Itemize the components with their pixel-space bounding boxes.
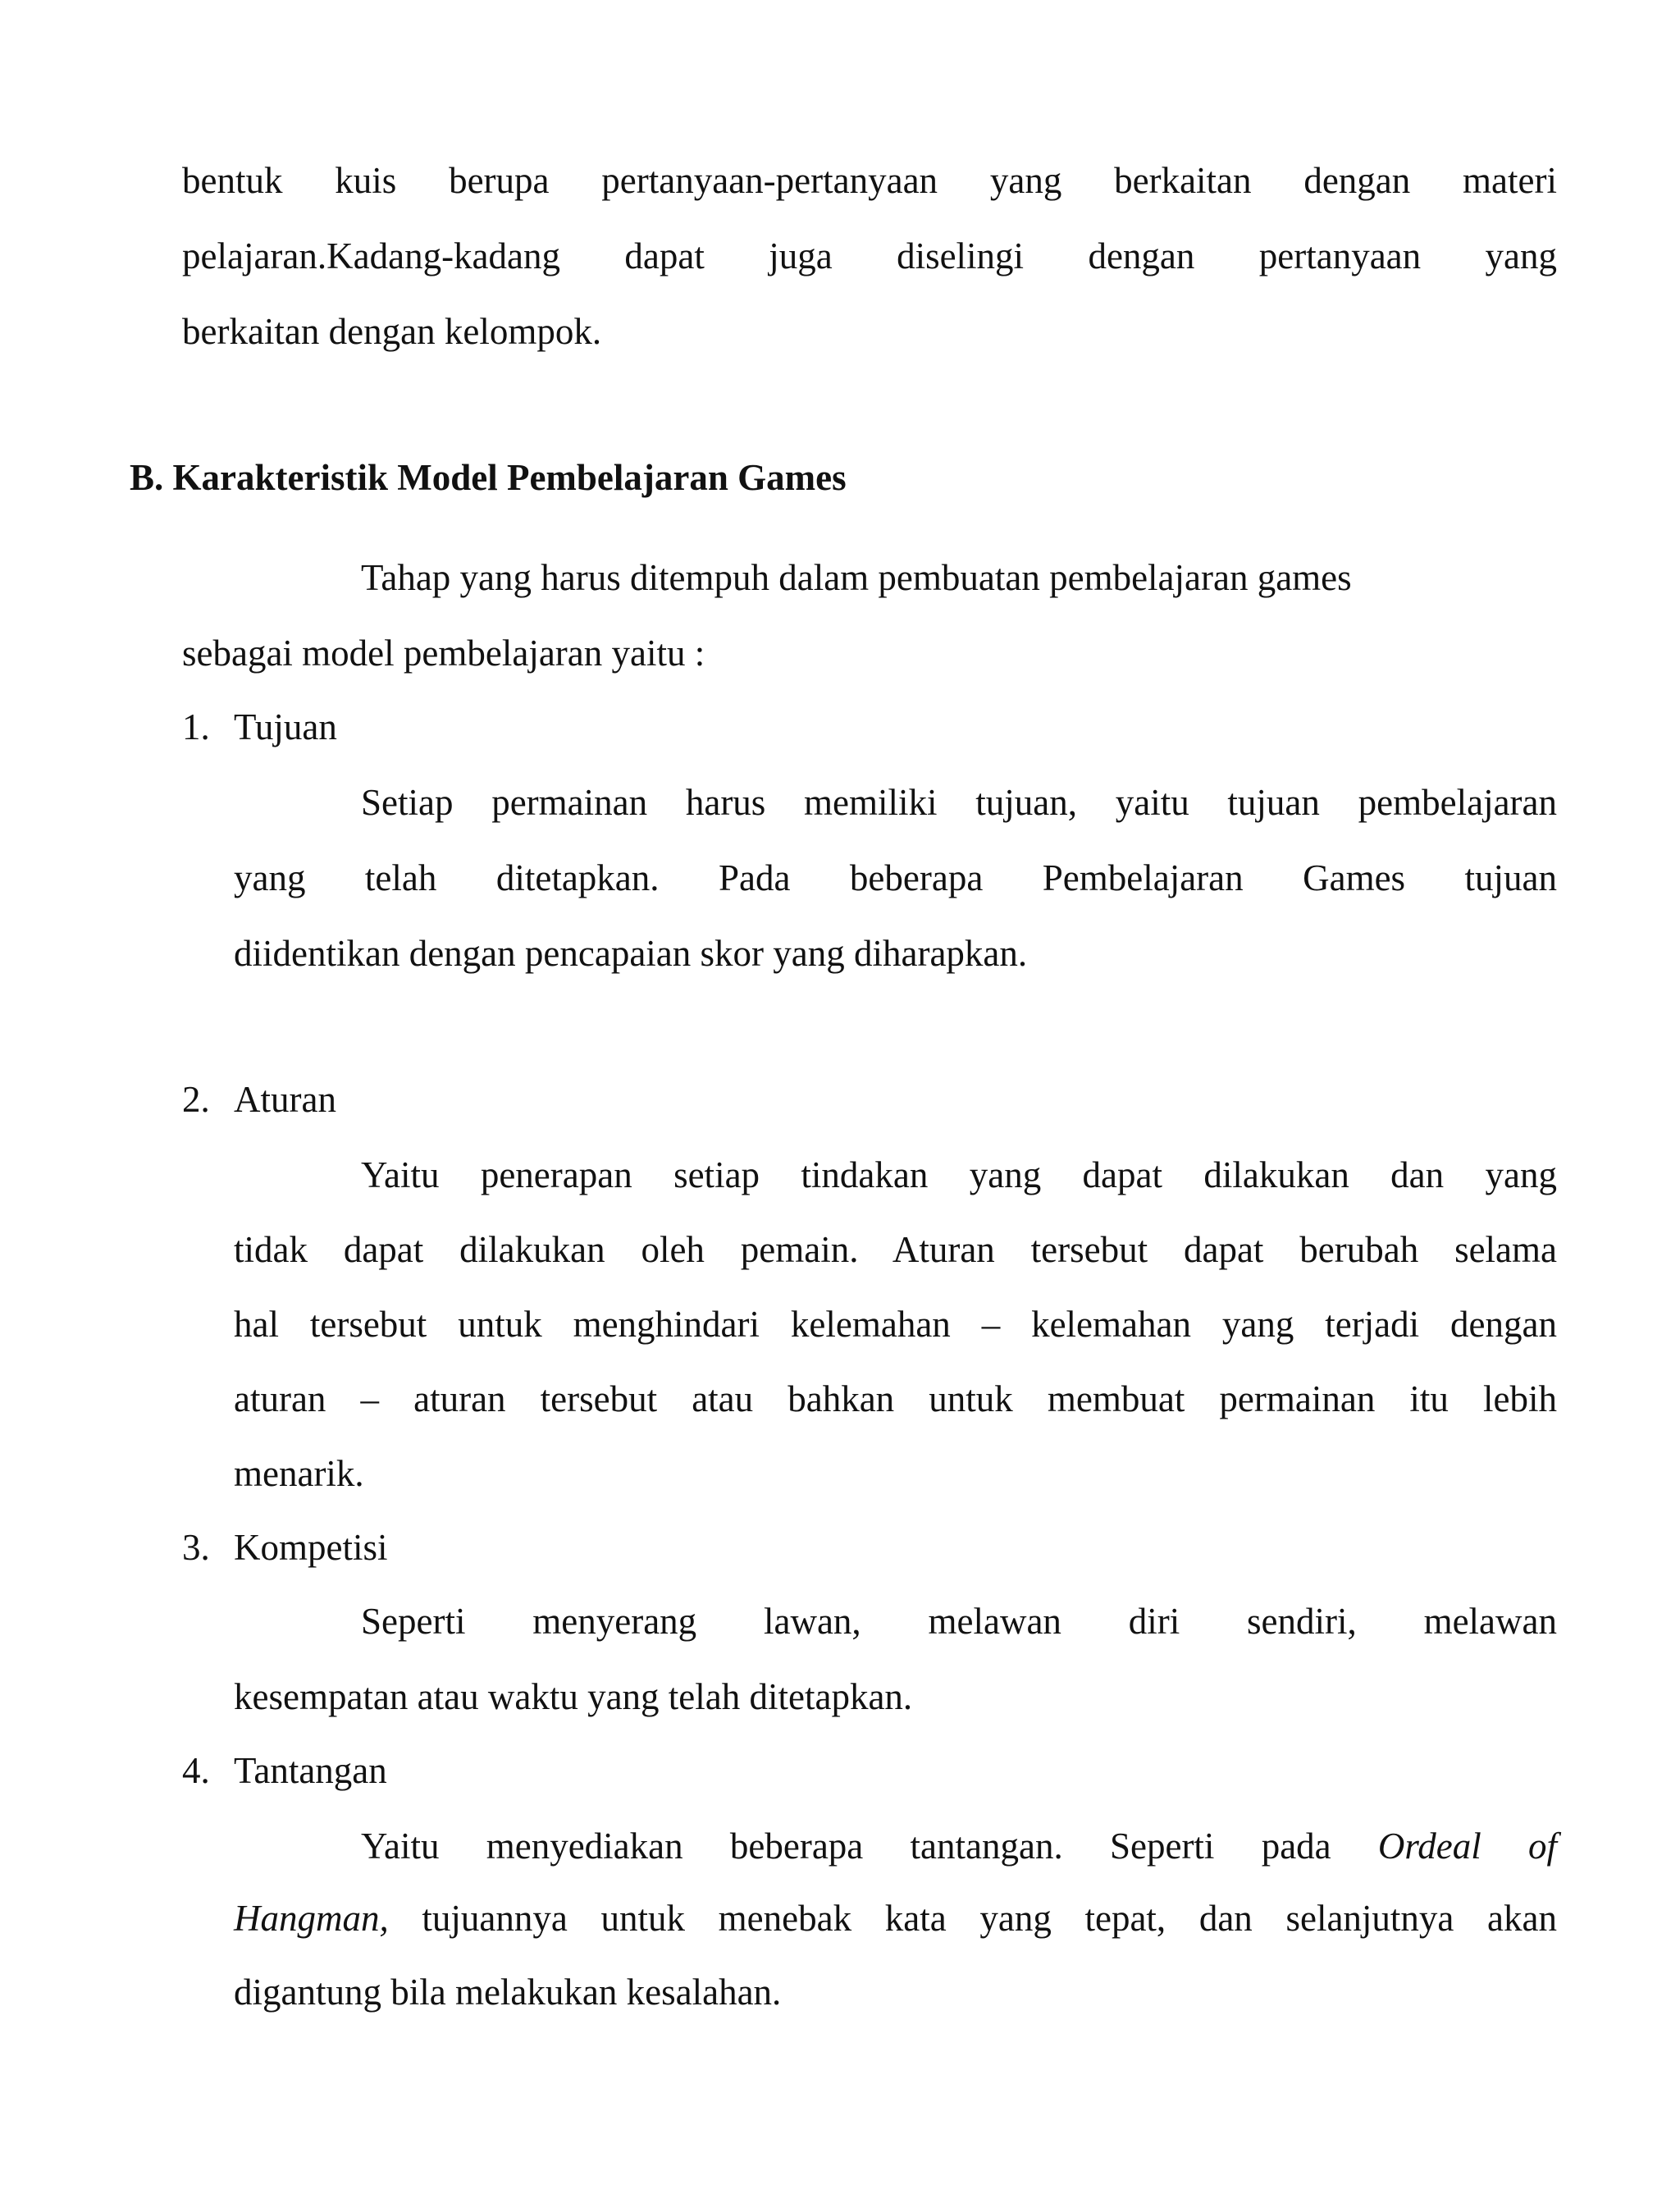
- section-heading: B. Karakteristik Model Pembelajaran Games: [130, 457, 847, 498]
- intro-line-2: pelajaran.Kadang-kadang dapat juga diselingi dengan pertanyaan yang: [182, 235, 1557, 276]
- section-lead-line-1: Tahap yang harus ditempuh dalam pembuatan pembelajaran games: [361, 557, 1352, 598]
- kompetisi-line-1: Seperti menyerang lawan, melawan diri sendiri, melawan: [361, 1601, 1557, 1642]
- ordeal-of-title: Ordeal of: [1377, 1826, 1557, 1867]
- section-lead-line-2: sebagai model pembelajaran yaitu :: [182, 633, 705, 674]
- list-item-number-4: 4.: [182, 1750, 210, 1791]
- intro-line-1: bentuk kuis berupa pertanyaan-pertanyaan yang berkaitan dengan materi: [182, 160, 1557, 201]
- list-item-number-1: 1.: [182, 706, 210, 747]
- intro-line-3: berkaitan dengan kelompok.: [182, 311, 602, 352]
- aturan-line-3: hal tersebut untuk menghindari kelemahan – kelemahan yang terjadi dengan: [234, 1304, 1557, 1345]
- aturan-line-1: Yaitu penerapan setiap tindakan yang dapat dilakukan dan yang: [361, 1154, 1557, 1195]
- tujuan-line-2: yang telah ditetapkan. Pada beberapa Pembelajaran Games tujuan: [234, 857, 1557, 898]
- tujuan-line-3: diidentikan dengan pencapaian skor yang diharapkan.: [234, 933, 1028, 974]
- aturan-line-5: menarik.: [234, 1453, 364, 1494]
- tantangan-line-2-text: tujuannya untuk menebak kata yang tepat, dan selanjutnya akan: [422, 1898, 1557, 1939]
- tantangan-line-3: digantung bila melakukan kesalahan.: [234, 1972, 782, 2013]
- list-item-title-kompetisi: Kompetisi: [234, 1527, 388, 1568]
- aturan-line-2: tidak dapat dilakukan oleh pemain. Aturan tersebut dapat berubah selama: [234, 1229, 1557, 1270]
- list-item-number-3: 3.: [182, 1527, 210, 1568]
- list-item-title-tujuan: Tujuan: [234, 706, 337, 747]
- tujuan-line-1: Setiap permainan harus memiliki tujuan, yaitu tujuan pembelajaran: [361, 782, 1557, 823]
- list-item-title-tantangan: Tantangan: [234, 1750, 387, 1791]
- tantangan-line-2: [234, 1900, 1557, 1937]
- list-item-title-aturan: Aturan: [234, 1079, 336, 1120]
- hangman-title: Hangman,: [234, 1898, 389, 1939]
- aturan-line-4: aturan – aturan tersebut atau bahkan untuk membuat permainan itu lebih: [234, 1378, 1557, 1419]
- tantangan-line-1-text: Yaitu menyediakan beberapa tantangan. Seperti pada: [361, 1826, 1331, 1867]
- list-item-number-2: 2.: [182, 1079, 210, 1120]
- tantangan-line-1: [361, 1828, 1557, 1865]
- kompetisi-line-2: kesempatan atau waktu yang telah ditetapkan.: [234, 1676, 913, 1717]
